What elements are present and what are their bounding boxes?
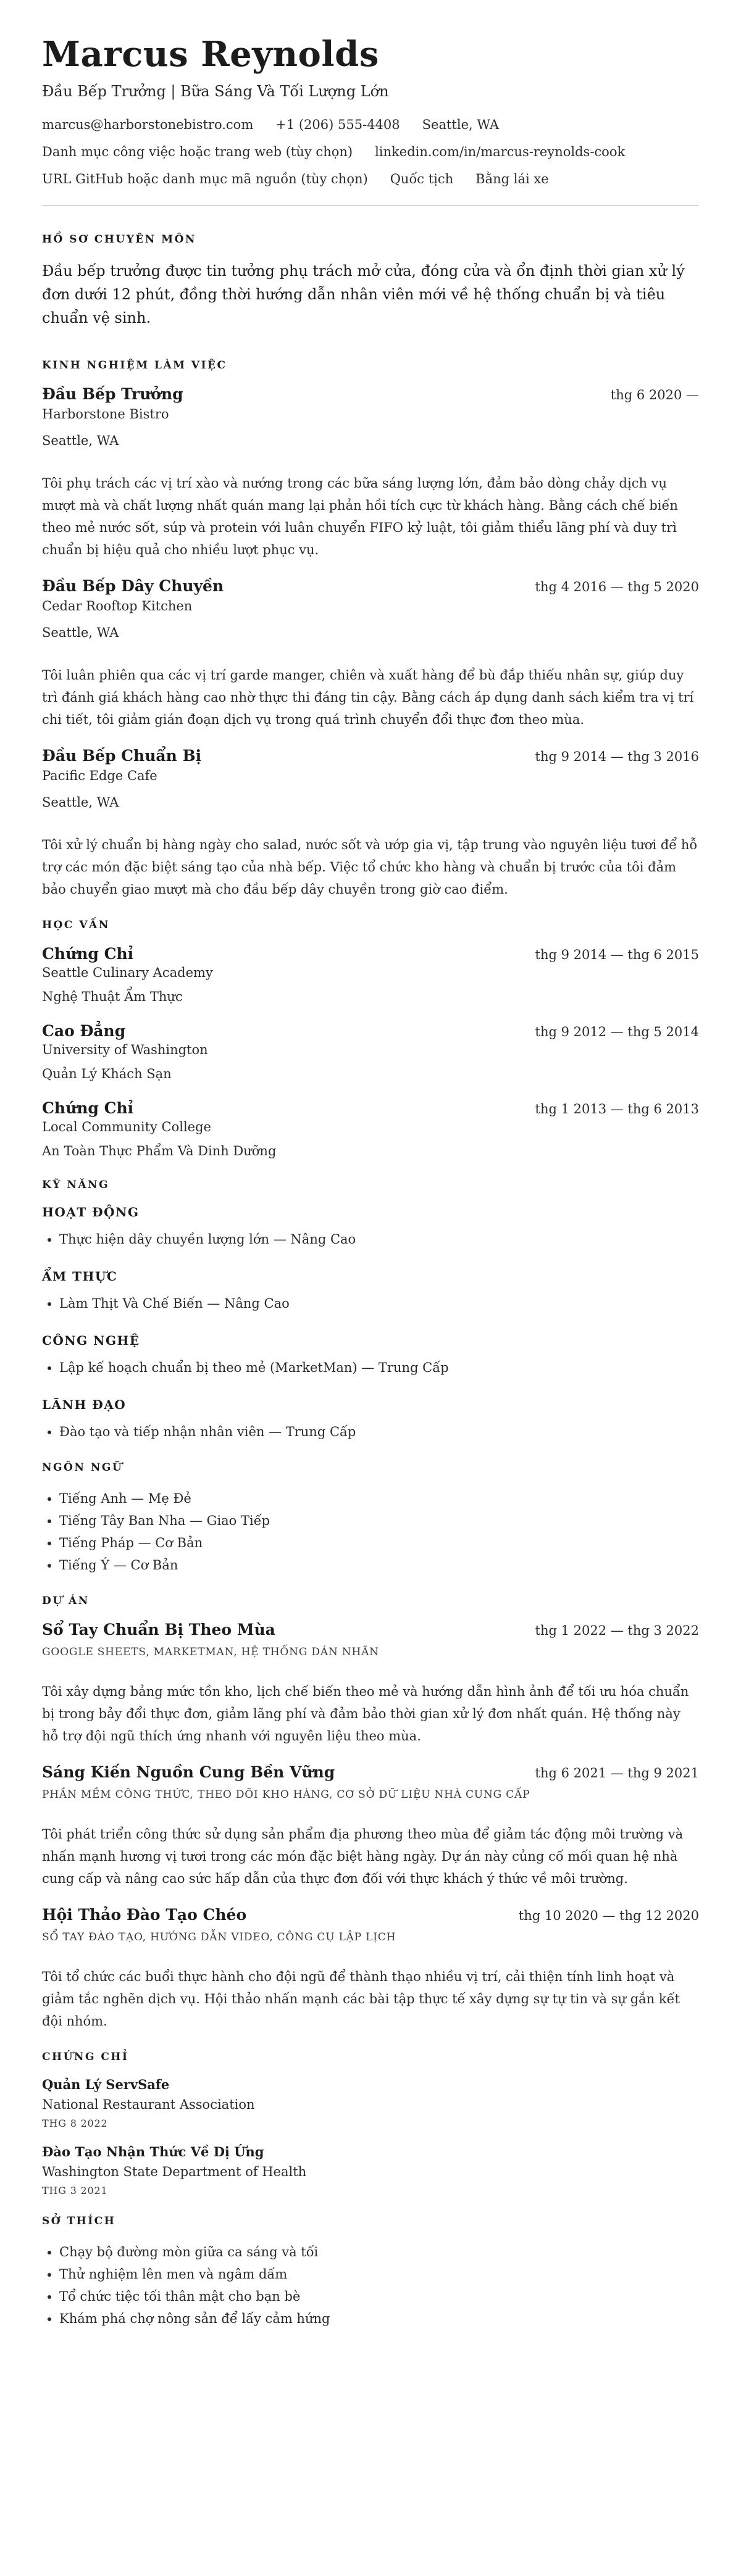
project-entry [42,1621,699,1747]
interest-item: • Tổ chức tiệc tối thân mật cho bạn bè [59,2285,699,2308]
experience-entry [42,385,699,561]
education-entry [42,945,699,1006]
github-placeholder: URL GitHub hoặc danh mục mã nguồn (tùy chọn) [42,172,368,187]
candidate-headline: Đầu Bếp Trưởng | Bữa Sáng Và Tối Lượng Lớn [42,83,389,101]
email-text: marcus@harborstonebistro.com [42,117,254,133]
header-divider [42,205,699,206]
contact-row-extra [42,170,699,188]
project-tech: SỔ TAY ĐÀO TẠO, HƯỚNG DẪN VIDEO, CÔNG CỤ LẬP LỊCH [42,1931,396,1944]
phone-text: +1 (206) 555-4408 [275,117,400,133]
field-of-study: Nghệ Thuật Ẩm Thực [42,989,183,1005]
project-description: Tôi tổ chức các buổi thực hành cho đội ngũ để thành thạo nhiều vị trí, cải thiện tính linh hoạt và giảm tắc nghẽn dịch vụ. Hội thảo nhấn mạnh các bài tập thực tế xây dựng sự tự tin và sự gắn kết đội nhóm. [42,1969,680,2029]
job-description: Tôi xử lý chuẩn bị hàng ngày cho salad, nước sốt và ướp gia vị, tập trung vào nguyên liệu tươi để hỗ trợ các món đặc biệt sáng tạo của nhà bếp. Việc tổ chức kho hàng và chuẩn bị trước của tôi đảm bảo chuyển giao mượt mà cho đầu bếp dây chuyền trong giờ cao điểm. [42,837,698,897]
project-name: Sáng Kiến Nguồn Cung Bền Vững [42,1763,335,1782]
skill-list [42,1292,699,1315]
certification-date: THG 8 2022 [42,2117,108,2130]
interest-item: • Chạy bộ đường mòn giữa ca sáng và tối [59,2241,699,2263]
field-of-study: Quản Lý Khách Sạn [42,1066,172,1082]
contact-row-links [42,143,699,160]
experience-entry [42,577,699,731]
section-title: HỒ SƠ CHUYÊN MÔN [42,233,196,246]
candidate-name: Marcus Reynolds [42,34,379,75]
skill-category: CÔNG NGHỆ [42,1333,140,1348]
company-name: Pacific Edge Cafe [42,768,157,784]
contact-row-primary [42,116,699,133]
section-title: NGÔN NGỮ [42,1461,124,1474]
section-title: KỸ NĂNG [42,1179,110,1192]
job-title: Đầu Bếp Trưởng [42,385,183,404]
job-location: Seattle, WA [42,795,119,810]
certifications-section [42,2051,699,2196]
company-name: Cedar Rooftop Kitchen [42,599,193,614]
project-entry [42,1906,699,2032]
skills-section [42,1179,699,1443]
project-description: Tôi phát triển công thức sử dụng sản phẩm địa phương theo mùa để giảm tác động môi trường và nhấn mạnh hương vị tươi trong các món đặc biệt hàng ngày. Dự án này củng cố mối quan hệ nhà cung cấp và nâng cao sức hấp dẫn của thực đơn đối với thực khách ý thức về môi trường. [42,1827,684,1887]
job-description: Tôi phụ trách các vị trí xào và nướng trong các bữa sáng lượng lớn, đảm bảo dòng chảy dịch vụ mượt mà và chất lượng nhất quán mang lại phản hồi tích cực từ khách hàng. Bằng cách chế biến theo mẻ nước sốt, súp và protein với luân chuyển FIFO kỷ luật, tôi giảm thiểu lãng phí và duy trì chuẩn bị hiệu quả cho nhiều lượt phục vụ. [42,476,678,558]
resume-header [42,35,699,188]
section-title: CHỨNG CHỈ [42,2051,129,2064]
project-dates: thg 6 2021 — thg 9 2021 [535,1766,699,1781]
portfolio-placeholder: Danh mục công việc hoặc trang web (tùy chọn) [42,144,353,160]
job-location: Seattle, WA [42,625,119,641]
experience-section [42,359,699,900]
company-name: Harborstone Bistro [42,407,169,422]
project-name: Hội Thảo Đào Tạo Chéo [42,1906,247,1924]
summary-text: Đầu bếp trưởng được tin tưởng phụ trách mở cửa, đóng cửa và ổn định thời gian xử lý đơn dưới 12 phút, đồng thời hướng dẫn nhân viên mới về hệ thống chuẩn bị và tiêu chuẩn vệ sinh. [42,262,685,327]
project-entry [42,1763,699,1890]
interests-section [42,2215,699,2330]
certification-entry [42,2077,699,2129]
section-title: SỞ THÍCH [42,2215,116,2228]
section-title: HỌC VẤN [42,919,110,932]
skill-item: • Làm Thịt Và Chế Biến — Nâng Cao [59,1292,699,1315]
skill-category: LÃNH ĐẠO [42,1397,127,1413]
skill-item: • Đào tạo và tiếp nhận nhân viên — Trung Cấp [59,1421,699,1443]
projects-section [42,1595,699,2032]
skill-list [42,1228,699,1250]
languages-section [42,1461,699,1576]
job-dates: thg 4 2016 — thg 5 2020 [535,580,699,595]
section-title: KINH NGHIỆM LÀM VIỆC [42,359,227,372]
project-dates: thg 1 2022 — thg 3 2022 [535,1623,699,1639]
nationality-text: Quốc tịch [390,172,454,187]
language-item: • Tiếng Anh — Mẹ Đẻ [59,1487,699,1510]
summary-section [42,233,699,330]
job-dates: thg 9 2014 — thg 3 2016 [535,749,699,765]
field-of-study: An Toàn Thực Phẩm Và Dinh Dưỡng [42,1144,277,1159]
language-item: • Tiếng Tây Ban Nha — Giao Tiếp [59,1510,699,1532]
project-name: Sổ Tay Chuẩn Bị Theo Mùa [42,1621,275,1639]
project-tech: PHẦN MỀM CÔNG THỨC, THEO DÕI KHO HÀNG, CƠ SỞ DỮ LIỆU NHÀ CUNG CẤP [42,1789,530,1801]
education-entry [42,1022,699,1083]
license-text: Bằng lái xe [475,172,549,187]
school-name: University of Washington [42,1042,208,1058]
education-entry [42,1099,699,1160]
job-title: Đầu Bếp Chuẩn Bị [42,747,202,765]
section-title: DỰ ÁN [42,1595,90,1608]
certification-issuer: Washington State Department of Health [42,2164,307,2180]
project-dates: thg 10 2020 — thg 12 2020 [518,1908,699,1924]
degree-title: Chứng Chỉ [42,1099,134,1118]
education-section [42,919,699,1160]
interest-item: • Thử nghiệm lên men và ngâm dấm [59,2263,699,2285]
skill-category: HOẠT ĐỘNG [42,1205,140,1220]
school-name: Local Community College [42,1120,211,1135]
interest-list [42,2241,699,2330]
skill-item: • Thực hiện dây chuyền lượng lớn — Nâng Cao [59,1228,699,1250]
school-name: Seattle Culinary Academy [42,965,213,981]
certification-issuer: National Restaurant Association [42,2097,255,2113]
education-dates: thg 9 2014 — thg 6 2015 [535,947,699,963]
language-item: • Tiếng Ý — Cơ Bản [59,1554,699,1576]
skill-list [42,1357,699,1379]
certification-entry [42,2144,699,2196]
experience-entry [42,747,699,900]
education-dates: thg 9 2012 — thg 5 2014 [535,1024,699,1040]
certification-date: THG 3 2021 [42,2185,108,2197]
degree-title: Cao Đẳng [42,1022,126,1041]
skill-category: ẨM THỰC [42,1269,118,1284]
location-text: Seattle, WA [422,117,500,133]
job-location: Seattle, WA [42,433,119,449]
language-list [42,1487,699,1576]
job-title: Đầu Bếp Dây Chuyền [42,577,224,596]
interest-item: • Khám phá chợ nông sản để lấy cảm hứng [59,2308,699,2330]
project-description: Tôi xây dựng bảng mức tồn kho, lịch chế biến theo mẻ và hướng dẫn hình ảnh để tối ưu hóa chuẩn bị trong bảy đổi thực đơn, giảm lãng phí và đảm bảo thời gian xử lý đơn nhất quán. Hệ thống này hỗ trợ đội ngũ thích ứng nhanh với nguyên liệu theo mùa. [42,1684,689,1744]
job-dates: thg 6 2020 — [610,388,699,403]
education-dates: thg 1 2013 — thg 6 2013 [535,1102,699,1117]
certification-name: Quản Lý ServSafe [42,2077,170,2093]
language-item: • Tiếng Pháp — Cơ Bản [59,1532,699,1554]
job-description: Tôi luân phiên qua các vị trí garde manger, chiên và xuất hàng để bù đắp thiếu nhân sự, giúp duy trì đánh giá khách hàng cao nhờ thực thi đáng tin cậy. Bằng cách áp dụng danh sách kiểm tra vị trí chi tiết, tôi giảm gián đoạn dịch vụ trong quá trình chuyển đổi thực đơn theo mùa. [42,668,694,728]
skill-list [42,1421,699,1443]
linkedin-link[interactable]: linkedin.com/in/marcus-reynolds-cook [375,144,626,160]
project-tech: GOOGLE SHEETS, MARKETMAN, HỆ THỐNG DÁN NHÃN [42,1646,379,1659]
skill-item: • Lập kế hoạch chuẩn bị theo mẻ (MarketMan) — Trung Cấp [59,1357,699,1379]
degree-title: Chứng Chỉ [42,945,134,963]
certification-name: Đào Tạo Nhận Thức Về Dị Ứng [42,2144,264,2160]
